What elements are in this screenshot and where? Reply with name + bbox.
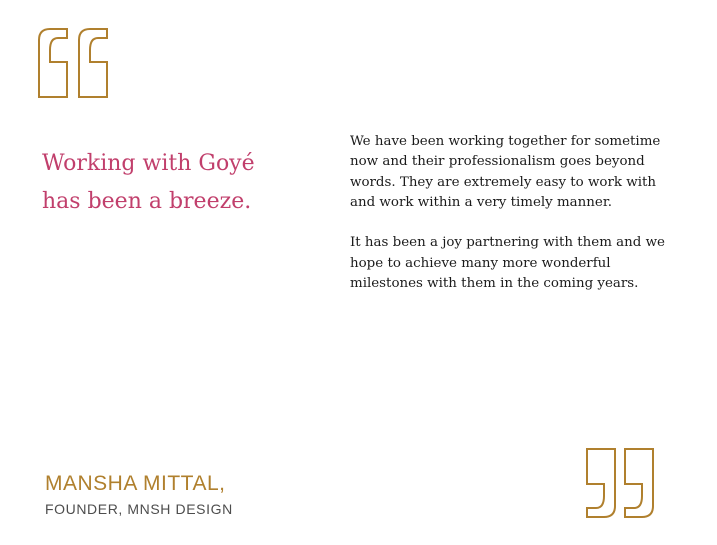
headline-line-1: Working with Goyé bbox=[42, 150, 255, 176]
testimonial-paragraph-2: It has been a joy partnering with them and we hope to achieve many more wonderful milestones with them in the coming years. bbox=[350, 235, 665, 292]
testimonial-body bbox=[350, 132, 680, 315]
headline-line-2: has been a breeze. bbox=[42, 188, 252, 214]
author-name: MANSHA MITTAL, bbox=[45, 472, 226, 495]
close-quote-icon bbox=[584, 448, 656, 518]
open-quote-icon bbox=[38, 28, 110, 98]
testimonial-paragraph-1: We have been working together for sometime now and their professionalism goes beyond words. They are extremely easy to work with and work within a very timely manner. bbox=[350, 134, 661, 210]
author-role: FOUNDER, MNSH DESIGN bbox=[45, 501, 233, 517]
testimonial-headline bbox=[42, 145, 302, 221]
